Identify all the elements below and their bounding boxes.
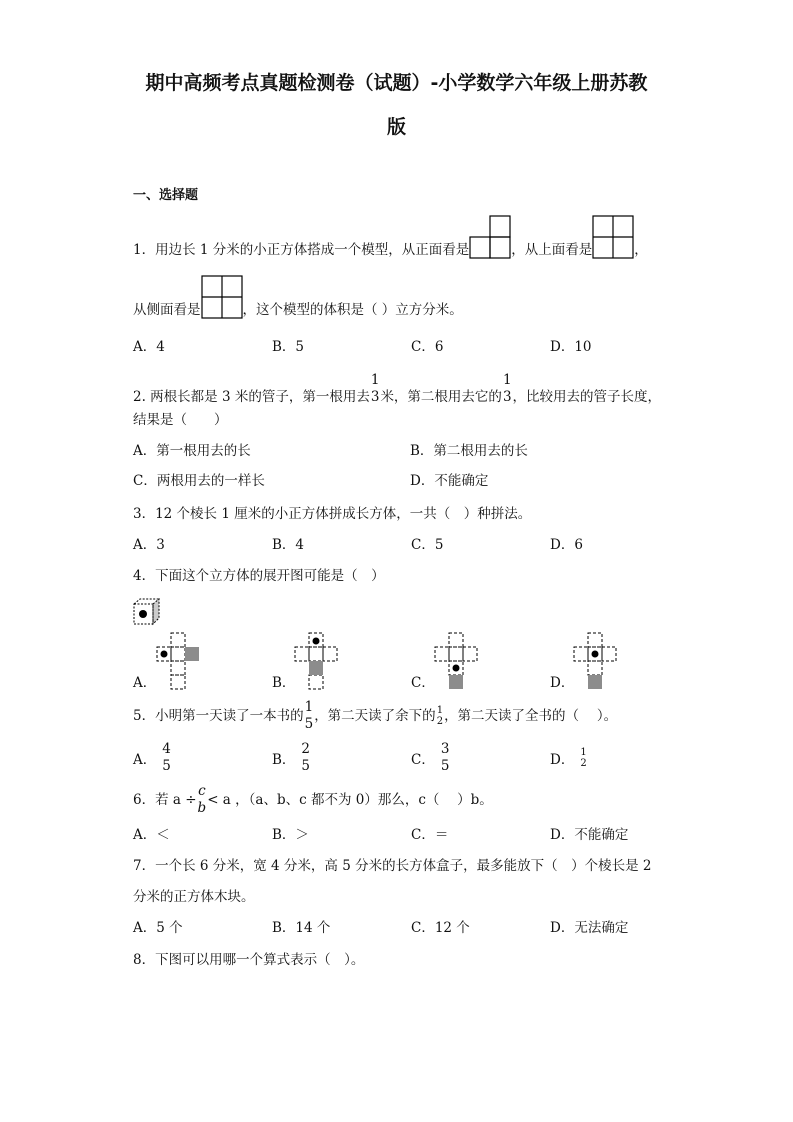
q1-text: ，从上面看是 [511,242,593,258]
q5-text: 5．小明第一天读了一本书的 [133,708,304,724]
q7-option-d[interactable]: D．无法确定 [550,920,629,936]
q2-option-a[interactable]: A．第一根用去的长 [133,443,251,459]
q4-option-c-cell [411,632,550,692]
q1-option-a[interactable]: A．4 [133,339,165,355]
q4-text: 4．下面这个立方体的展开图可能是（ ） [133,568,385,584]
q1-option-b[interactable]: B．5 [272,339,305,355]
q1-line2 [133,275,793,319]
fraction: c b [197,783,207,816]
q7-options [133,919,793,937]
q2-line1 [133,370,793,406]
q6-options [133,826,793,844]
q2-options-row1 [133,442,793,460]
q5-text: ，第二天读了全书的（ ）。 [444,708,618,724]
cube-figure [132,598,164,628]
q4-option-b[interactable]: B． [272,675,296,691]
q5-options [133,740,793,776]
q7-line2: 分米的正方体木块。 [133,889,255,905]
q4-options [133,632,793,692]
q5-option-c[interactable]: C． 3 5 [411,741,450,774]
q3-option-a[interactable]: A．3 [133,537,165,553]
q1-text: ，这个模型的体积是（ ）立方分米。 [242,302,463,318]
side-view-figure [201,275,243,319]
q5-line [133,698,793,734]
q5-option-b[interactable]: B． 2 5 [272,741,311,774]
q1-options [133,338,793,356]
q6-line [133,782,793,818]
q4-option-d-cell [550,632,689,692]
q2-options-row2 [133,472,793,490]
q2-option-d[interactable]: D．不能确定 [410,473,489,489]
q4-option-b-cell [272,632,411,692]
q2-line2: 结果是（ ） [133,412,228,428]
q1-text: 1．用边长 1 分米的小正方体搭成一个模型，从正面看是 [133,242,470,258]
q3-option-b[interactable]: B．4 [272,537,305,553]
q3-option-d[interactable]: D．6 [550,537,583,553]
title-line-1: 期中高频考点真题检测卷（试题）-小学数学六年级上册苏教 [145,72,648,94]
q2-text: 2. 两根长都是 3 米的管子，第一根用去 [133,389,370,405]
fraction: 1 2 [436,705,444,727]
q5-option-d[interactable]: D． 1 2 [550,747,587,769]
q7-option-a[interactable]: A．5 个 [133,920,183,936]
net-d-figure[interactable] [572,632,622,692]
net-a-figure[interactable] [155,632,205,692]
q6-text: 6．若 a ÷ [133,792,197,808]
q3-option-c[interactable]: C．5 [411,537,444,553]
q1-line1 [133,215,793,259]
net-b-figure[interactable] [293,632,343,692]
q3-text: 3．12 个棱长 1 厘米的小正方体拼成长方体，一共（ ）种拼法。 [133,506,532,522]
net-c-figure[interactable] [433,632,483,692]
q4-option-a-cell [133,632,272,692]
q4-option-d[interactable]: D． [550,675,575,691]
q6-text: < a ，（a、b、c 都不为 0）那么，c（ ）b。 [207,792,493,808]
q5-text: ，第二天读了余下的 [314,708,436,724]
q3-options [133,536,793,554]
q7-option-c[interactable]: C．12 个 [411,920,470,936]
q2-option-b[interactable]: B．第二根用去的长 [410,443,528,459]
title-line-2: 版 [386,116,406,138]
fraction: 1 3 [370,372,380,405]
q6-option-c[interactable]: C．＝ [411,827,449,843]
q8-text: 8．下图可以用哪一个算式表示（ ）。 [133,952,365,968]
q6-option-a[interactable]: A．＜ [133,827,170,843]
q2-text: ，比较用去的管子长度， [512,389,662,405]
section-heading: 一、选择题 [133,188,199,203]
q6-option-b[interactable]: B．＞ [272,827,309,843]
q1-option-d[interactable]: D．10 [550,339,592,355]
q7-line1: 7．一个长 6 分米，宽 4 分米，高 5 分米的长方体盒子，最多能放下（ ）个棱长是 2 [133,858,652,874]
q4-option-c[interactable]: C． [411,675,435,691]
fraction: 1 5 [304,699,314,732]
q1-option-c[interactable]: C．6 [411,339,444,355]
q7-option-b[interactable]: B．14 个 [272,920,331,936]
q1-text: 从侧面看是 [133,302,201,318]
front-view-figure [469,215,511,259]
q2-text: 米，第二根用去它的 [380,389,502,405]
q2-option-c[interactable]: C．两根用去的一样长 [133,473,265,489]
q1-text: ， [634,242,648,258]
top-view-figure [592,215,634,259]
q5-option-a[interactable]: A． 4 5 [133,741,171,774]
fraction: 1 3 [502,372,512,405]
q4-option-a[interactable]: A． [133,675,157,691]
q6-option-d[interactable]: D．不能确定 [550,827,629,843]
